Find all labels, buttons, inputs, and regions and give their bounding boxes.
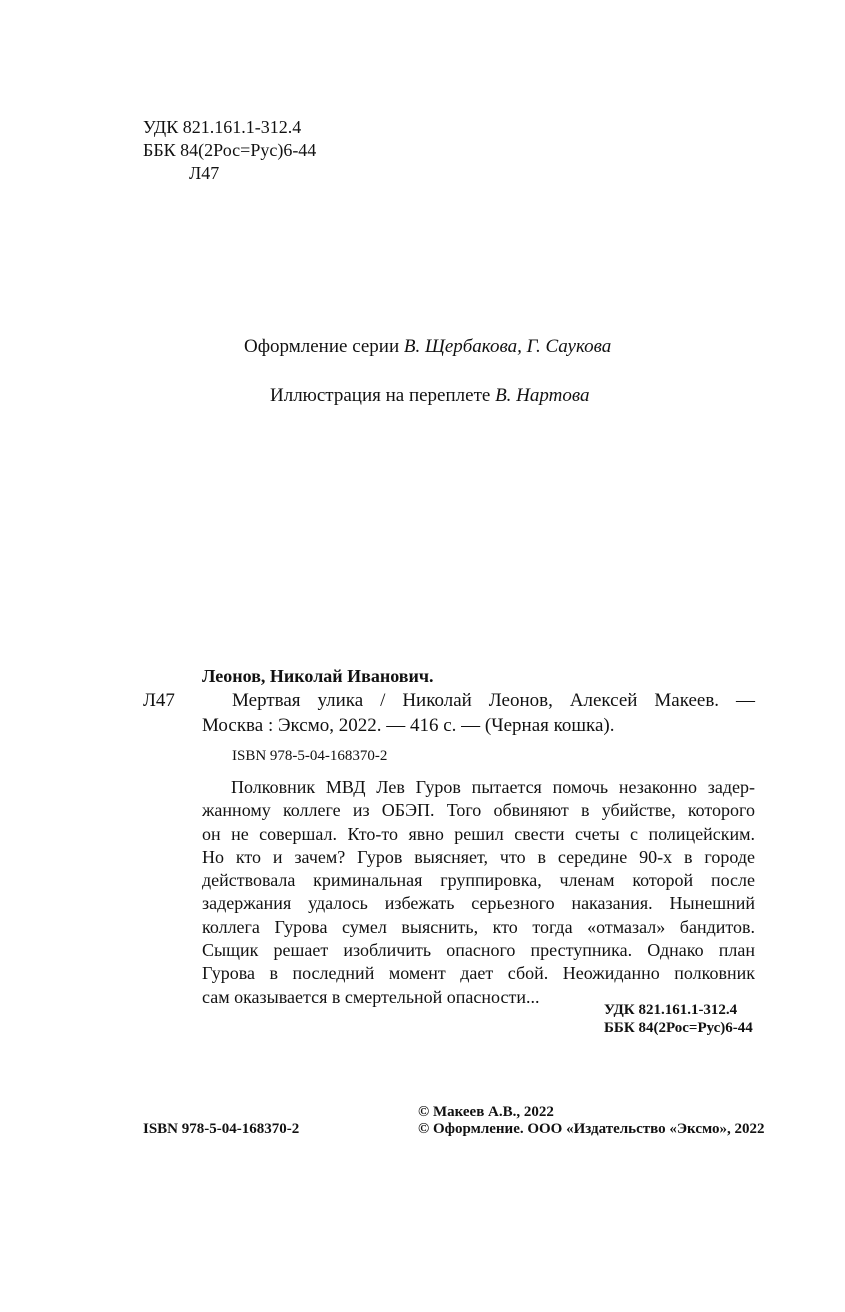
bbk-code-top: ББК 84(2Рос=Рус)6-44	[143, 140, 317, 160]
annotation-line: Но кто и зачем? Гуров выясняет, что в середине 90-х в городе	[202, 846, 755, 867]
isbn-footer: ISBN 978-5-04-168370-2	[143, 1121, 300, 1137]
isbn-record: ISBN 978-5-04-168370-2	[232, 748, 388, 764]
illustration-name: В. Нартова	[495, 385, 590, 406]
annotation-line: Сыщик решает изобличить опасного преступника. Однако план	[202, 940, 755, 961]
author-sign-top: Л47	[189, 163, 220, 183]
annotation-line: он не совершал. Кто-то явно решил свести счеты с полицейским.	[202, 823, 755, 844]
bbk-code-record: ББК 84(2Рос=Рус)6-44	[604, 1020, 753, 1036]
annotation-paragraph	[202, 776, 755, 1009]
series-design-label: Оформление серии	[244, 336, 400, 357]
copyright-design: © Оформление. ООО «Издательство «Эксмо», 2022	[418, 1121, 765, 1137]
annotation-line: Полковник МВД Лев Гуров пытается помочь незаконно задер-	[231, 777, 755, 797]
illustration-label: Иллюстрация на переплете	[270, 385, 491, 406]
copyright-author: © Макеев А.В., 2022	[418, 1104, 554, 1120]
annotation-line: действовала криминальная группировка, членам которой после	[202, 870, 755, 891]
annotation-line: коллега Гурова сумел выяснить, кто тогда «отмазал» бандитов.	[202, 916, 755, 937]
annotation-line: сам оказывается в смертельной опасности...	[202, 986, 540, 1007]
series-design-names: В. Щербакова, Г. Саукова	[403, 336, 612, 357]
author-sign-record: Л47	[143, 690, 175, 711]
udk-code-top: УДК 821.161.1-312.4	[143, 117, 302, 137]
title-line-1: Мертвая улика / Николай Леонов, Алексей Макеев. —	[232, 690, 755, 711]
series-design-credit	[244, 336, 611, 358]
author-heading: Леонов, Николай Иванович.	[202, 666, 434, 686]
title-line-2: Москва : Эксмо, 2022. — 416 с. — (Черная кошка).	[202, 715, 615, 736]
illustration-credit	[270, 385, 589, 407]
udk-code-record: УДК 821.161.1-312.4	[604, 1002, 738, 1018]
annotation-line: Гурова в последний момент дает сбой. Неожиданно полковник	[202, 963, 755, 984]
annotation-line: задержания удалось избежать серьезного наказания. Нынешний	[202, 893, 755, 914]
annotation-line: жанному коллеге из ОБЭП. Того обвиняют в убийстве, которого	[202, 800, 755, 821]
